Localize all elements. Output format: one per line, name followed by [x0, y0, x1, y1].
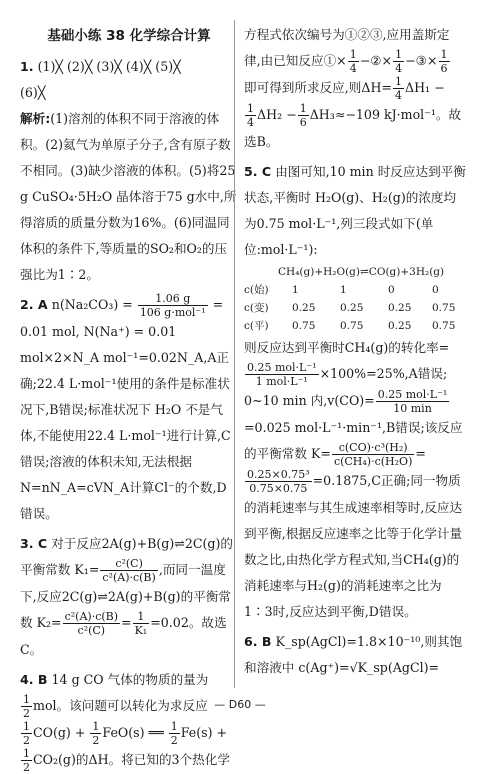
- q3-answer: 3. C 对于反应2A(g)+B(g)⇌2C(g)的平衡常数 K₁= $\frac{\text{c²(C)}}{\text{c²(A)·c(B)}}$ ,而同一温度下,反应2C(g)⇌2A(g)+B(g)的平衡常数 K₂= $\frac{\text{c²(A)·c(B)}}{\text{c²(C)}}$ = $\frac{1}{\text{K₁}}$ =0.02。故选C。: [20, 536, 233, 657]
- page-title: 基础小练 38 化学综合计算: [47, 28, 211, 44]
- k1-fraction: $\frac{\text{c²(C)}}{\text{c²(A)·c(B)}}$: [102, 557, 156, 584]
- right-column: [244, 22, 466, 681]
- q4-continued: 方程式依次编号为①②③,应用盖斯定律,由已知反应①× $\frac{1}{4}$ −②× $\frac{1}{4}$ −③× $\frac{1}{6}$ 即可得到所求反应,则ΔH= $\frac{1}{4}$ ΔH₁ − $\frac{1}{4}$ ΔH₂ − $\frac{1}{6}$ ΔH₃≈−109 kJ·mol⁻¹。故选B。: [244, 27, 462, 149]
- reaction-equation: CH₄(g)+H₂O(g)⇌CO(g)+3H₂(g): [278, 266, 445, 278]
- table-row: c(变) 0.25 0.25 0.25 0.75: [244, 302, 456, 314]
- q1-answers: 1. (1)╳ (2)╳ (3)╳ (4)╳ (5)╳ (6)╳: [20, 59, 181, 100]
- table-row: c(始) 1 1 0 0: [244, 284, 439, 296]
- page-number: — D60 —: [214, 698, 266, 711]
- left-column: [20, 22, 238, 774]
- q1-analysis: 解析:(1)溶剂的体积不同于溶液的体积。(2)氦气为单原子分子,含有原子数不相同。(3)缺少溶液的体积。(5)将25 g CuSO₄·5H₂O 晶体溶于75 g水中,所得溶质的质量分数为16%。(6)同温同体积的条件下,等质量的SO₂和O₂的压强比为1∶2。: [20, 111, 237, 282]
- q5-answer: 5. C 由图可知,10 min 时反应达到平衡状态,平衡时 H₂O(g)、H₂(g)的浓度均为0.75 mol·L⁻¹,列三段式如下(单位:mol·L⁻¹):: [244, 164, 466, 257]
- q4-answer: 4. B 14 g CO 气体的物质的量为 $\frac{1}{2}$ mol。该问题可以转化为求反应 $\frac{1}{2}$ CO(g) + $\frac{1}{2}$ FeO(s) ══ $\frac{1}{2}$ Fe(s) + $\frac{1}{2}$ CO₂(g)的ΔH。将已知的3个热化学: [20, 672, 230, 774]
- q2-answer: 2. A n(Na₂CO₃) = $\frac{1.06 g}{\text{106 g·mol⁻¹}}$ = 0.01 mol, N(Na⁺) = 0.01 mol×2×N_A mol⁻¹=0.02N_A,A正确;22.4 L·mol⁻¹使用的条件是标准状况下,B错误;标准状况下 H₂O 不是气体,不能使用22.4 L·mol⁻¹进行计算,C错误;溶液的体积未知,无法根据 N=nN_A=cVN_A计算Cl⁻的个数,D错误。: [20, 292, 231, 521]
- inverse-k1-fraction: $\frac{1}{\text{K₁}}$: [134, 610, 148, 637]
- q5-conversion: 则反应达到平衡时CH₄(g)的转化率= $\frac{\text{0.25 mol·L⁻¹}}{\text{1 mol·L⁻¹}}$ ×100%=25%,A错误; 0~10 min 内,v(CO)= $\frac{\text{0.25 mol·L⁻¹}}{10 \min}$ =0.025 mol·L⁻¹·min⁻¹,B错误;该反应的平衡常数 K= $\frac{\text{c(CO)·c³(H₂)}}{\text{c(CH₄)·c(H₂O)}}$ = $\frac{\text{0.25×0.75³}}{0.75\times 0.75}$ =0.1875,C正确;同一物质的消耗速率与其生成速率相等时,反应达到平衡,根据反应速率之比等于化学计量数之比,由热化学方程式知,当CH₄(g)的消耗速率与H₂(g)的消耗速率之比为1∶3时,反应达到平衡,D错误。: [244, 340, 463, 619]
- column-divider: [234, 20, 235, 688]
- q2-fraction: $\frac{1.06 g}{\text{106 g·mol⁻¹}}$: [139, 292, 206, 319]
- k2-fraction: $\frac{\text{c²(A)·c(B)}}{\text{c²(C)}}$: [64, 610, 119, 637]
- q6-answer: 6. B K_sp(AgCl)=1.8×10⁻¹⁰,则其饱和溶液中 c(Ag⁺)=√K_sp(AgCl)=: [244, 634, 463, 675]
- table-row: c(平) 0.75 0.75 0.25 0.75: [244, 320, 456, 332]
- three-stage-table: [244, 263, 466, 335]
